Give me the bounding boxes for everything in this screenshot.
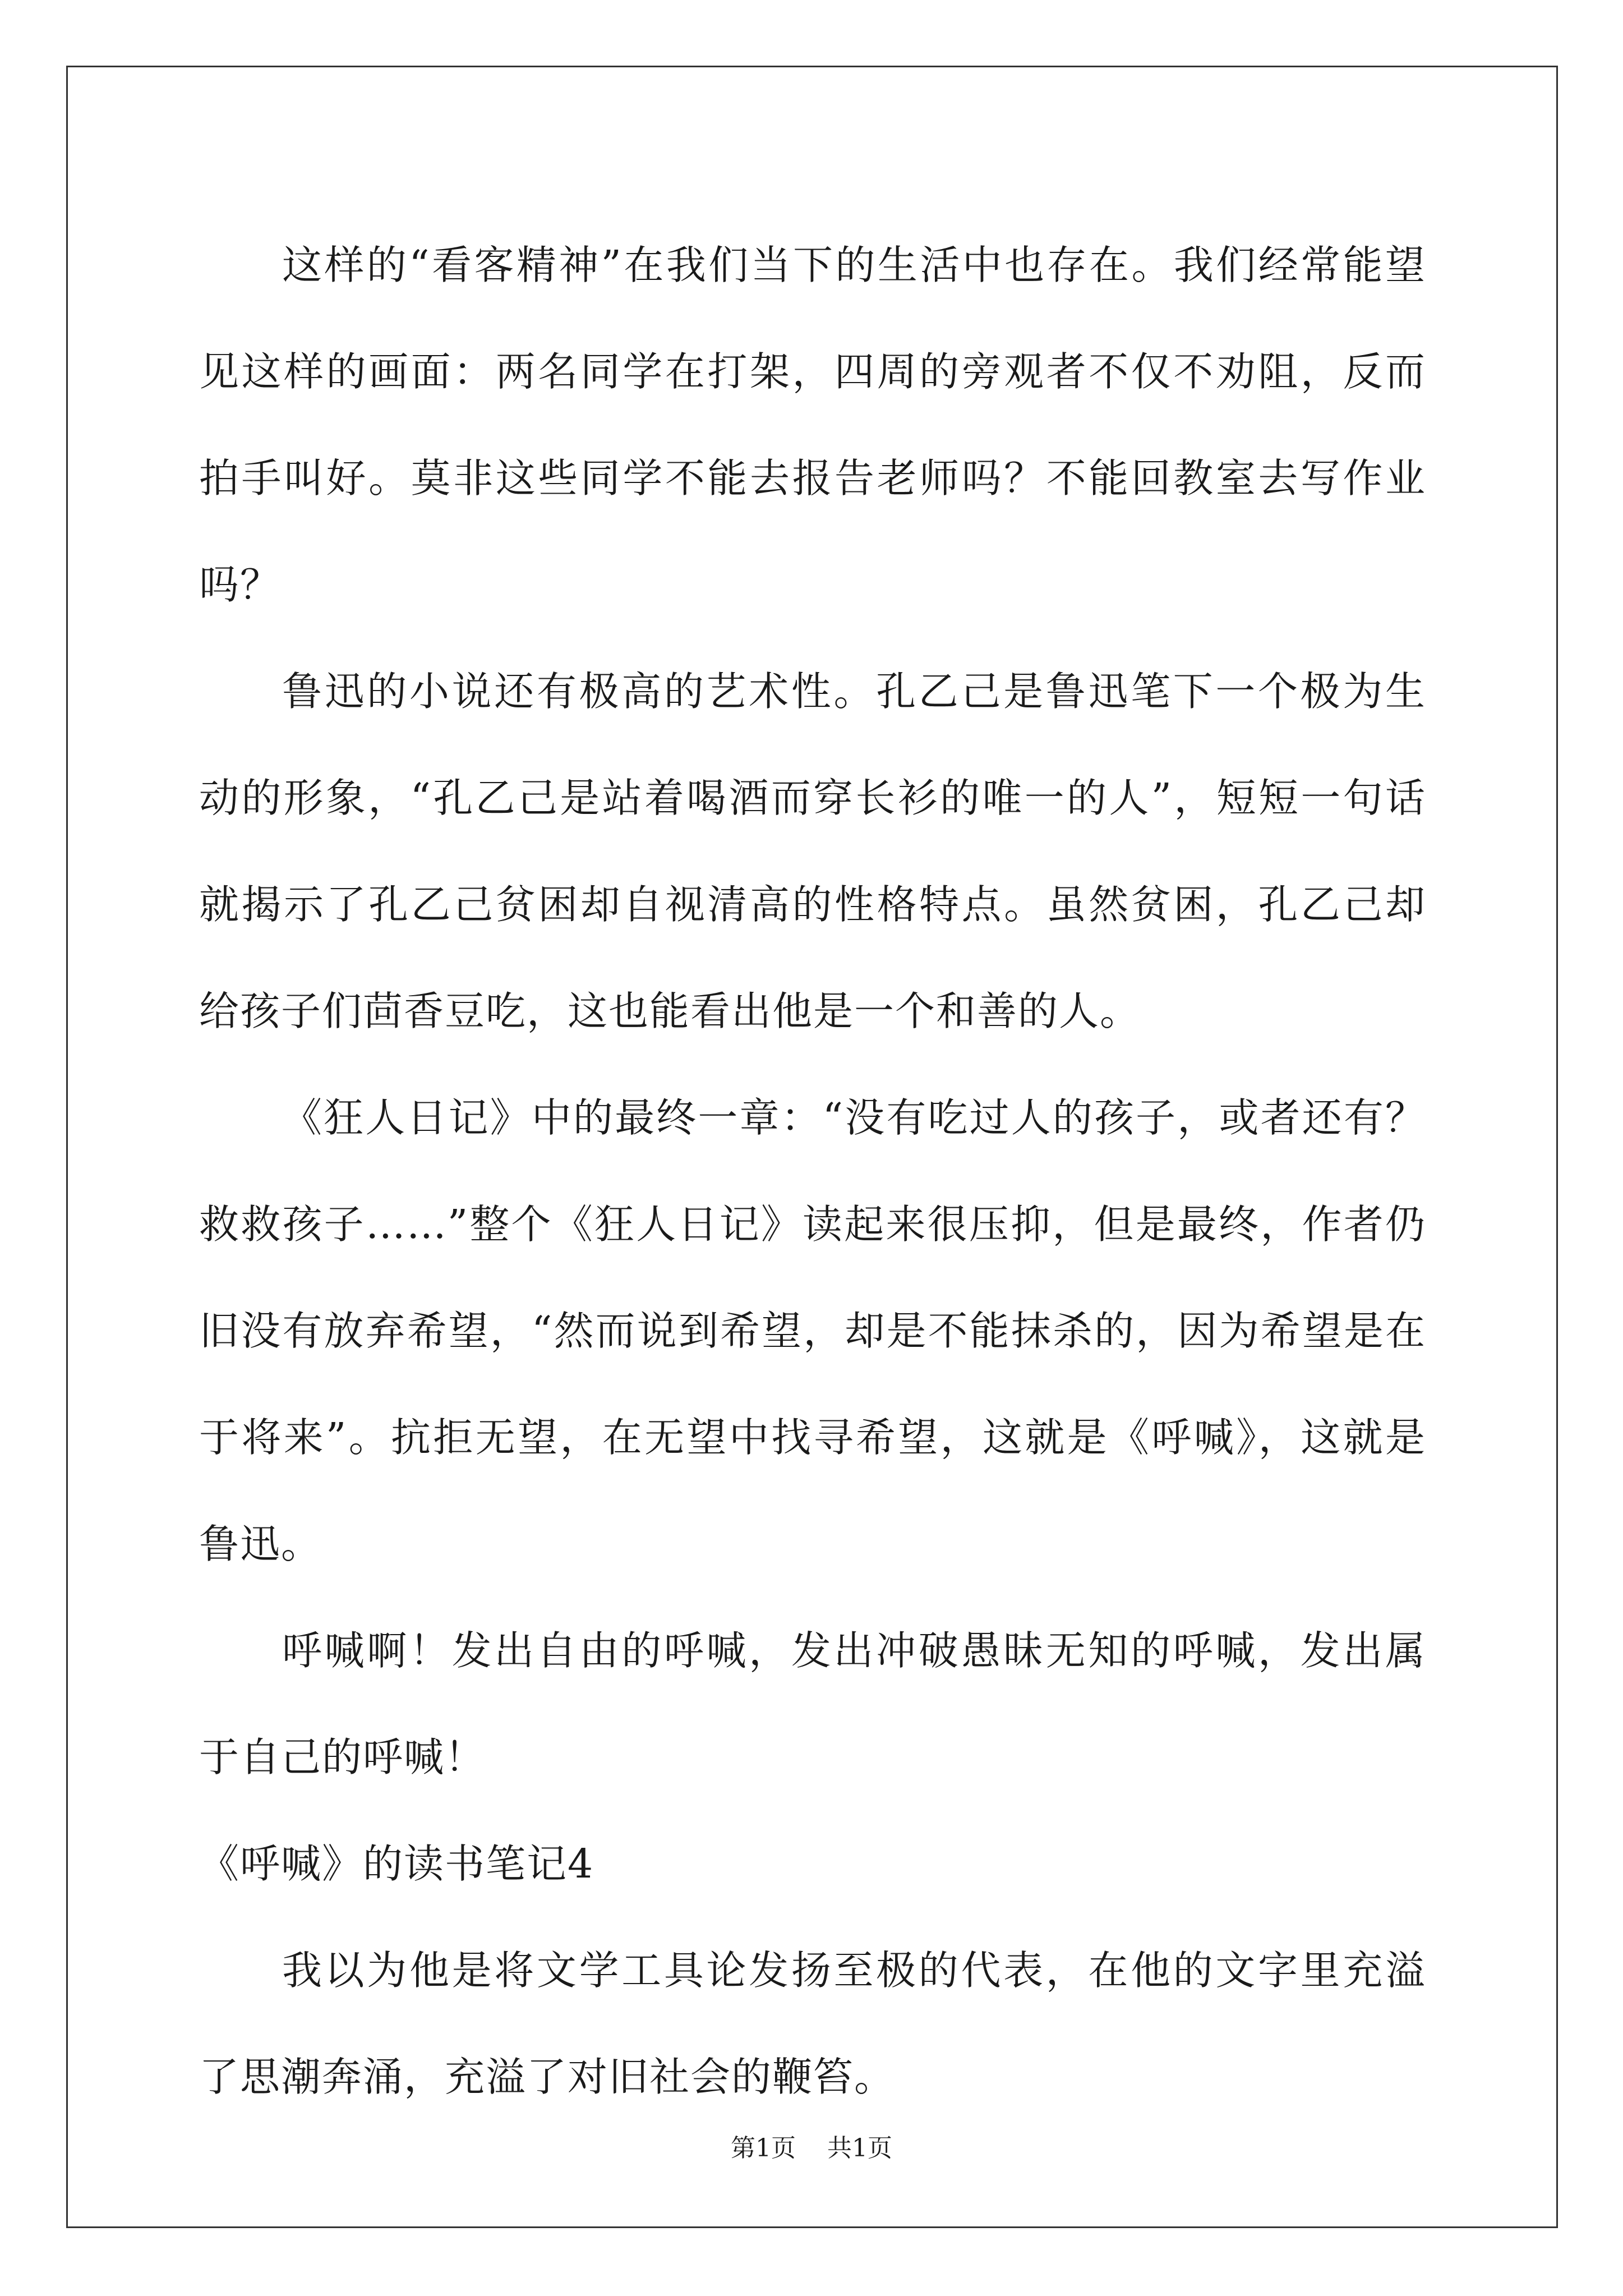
page-total: 共1页 [827,2134,892,2162]
section-heading: 《呼喊》的读书笔记4 [199,1841,594,1887]
paragraph: 我以为他是将文学工具论发扬至极的代表，在他的文字里充溢了思潮奔涌，充溢了对旧社会的鞭笞。 [199,1947,1426,2100]
page-number: 第1页 [731,2134,796,2162]
paragraph: 鲁迅的小说还有极高的艺术性。孔乙己是鲁迅笔下一个极为生动的形象，“孔乙己是站着喝酒而穿长衫的唯一的人”，短短一句话就揭示了孔乙己贫困却自视清高的性格特点。虽然贫困，孔乙己却给孩子们茴香豆吃，这也能看出他是一个和善的人。 [199,668,1426,1034]
document-body [199,212,1426,2131]
paragraph: 《狂人日记》中的最终一章：“没有吃过人的孩子，或者还有？救救孩子……”整个《狂人日记》读起来很压抑，但是最终，作者仍旧没有放弃希望，“然而说到希望，却是不能抹杀的，因为希望是在于将来”。抗拒无望，在无望中找寻希望，这就是《呼喊》，这就是鲁迅。 [199,1094,1426,1567]
paragraph: 呼喊啊！发出自由的呼喊，发出冲破愚昧无知的呼喊，发出属于自己的呼喊！ [199,1627,1426,1780]
page-footer [0,2132,1623,2165]
paragraph: 这样的“看客精神”在我们当下的生活中也存在。我们经常能望见这样的画面：两名同学在打架，四周的旁观者不仅不劝阻，反而拍手叫好。莫非这些同学不能去报告老师吗？不能回教室去写作业吗？ [199,242,1426,608]
